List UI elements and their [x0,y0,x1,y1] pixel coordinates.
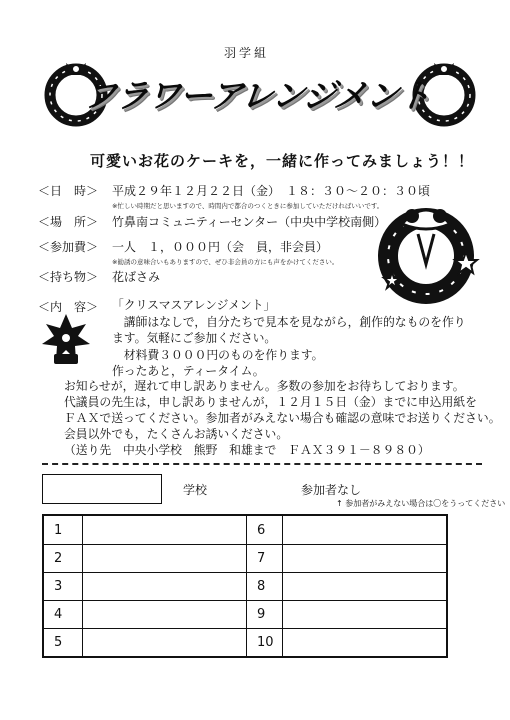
participant-row[interactable] [247,601,446,629]
group-label: 羽学組 [224,46,270,60]
participant-row[interactable] [44,573,247,601]
items-label: ＜持ち物＞ [38,270,99,284]
place-value: 竹鼻南コミュニティーセンター（中央中学校南側） [112,215,387,229]
no-participant-note: ↑ 参加者がみえない場合は〇をうってください [336,499,506,508]
date-label: ＜日 時＞ [38,184,99,198]
notice-line: 代議員の先生は，申し訳ありませんが，１２月１５日（金）までに申込用紙を [64,395,477,409]
row-number: 6 [257,522,266,538]
cut-line [42,463,482,465]
items-value: 花ばさみ [112,270,161,284]
row-number: 8 [257,579,266,594]
participant-row[interactable] [247,629,446,656]
row-number: 9 [257,607,266,622]
headline: 可愛いお花のケーキを，一緒に作ってみましょう！！ [90,152,475,170]
notice-line: ＦＡＸで送ってください。参加者がみえない場合も確認の意味でお送りください。 [64,411,501,425]
participant-row[interactable] [247,545,446,573]
notice-text [64,378,501,458]
row-number: 1 [54,522,63,538]
row-number: 5 [54,635,63,650]
fee-note: ※勧誘の意味合いもありますので、ぜひ非会員の方にも声をかけてください。 [112,258,339,266]
row-number: 2 [54,551,63,566]
date-note: ※忙しい時期だと思いますので、時間内で都合のつくときに参加していただければいいです。 [112,202,384,210]
christmas-wreath-icon [362,194,490,306]
content-line: 材料費３０００円のものを作ります。 [112,347,324,362]
page-title: フラワーアレンジメント [81,75,433,115]
no-participant-label: 参加者なし [301,483,362,497]
number-column-divider [82,516,83,656]
participant-row[interactable] [44,516,247,545]
participant-row[interactable] [44,545,247,573]
notice-line: お知らせが，遅れて申し訳ありません。多数の参加をお待ちしております。 [64,379,465,393]
school-name-field[interactable] [42,474,162,504]
number-column-divider [282,516,283,656]
notice-line: （送り先 中央小学校 熊野 和雄まで ＦＡＸ３９１－８９８０） [64,443,430,457]
participant-row[interactable] [44,601,247,629]
participant-row[interactable] [247,573,446,601]
content-text [112,297,487,380]
row-number: 3 [54,579,63,594]
participant-table [42,514,448,658]
participant-row[interactable] [247,516,446,545]
poinsettia-icon [40,310,92,366]
row-number: 10 [257,635,274,650]
row-number: 7 [257,551,266,566]
content-label: ＜内 容＞ [38,300,99,314]
fee-value: 一人 １，０００円（会 員，非会員） [112,240,329,254]
place-label: ＜場 所＞ [38,215,99,229]
date-value: 平成２９年１２月２２日（金） １８：３０～２０：３０頃 [112,184,431,198]
notice-line: 会員以外でも，たくさんお誘いください。 [64,427,289,441]
fee-label: ＜参加費＞ [38,240,99,254]
row-number: 4 [54,607,63,622]
school-label: 学校 [183,483,208,497]
participant-row[interactable] [44,629,247,656]
content-line: 「クリスマスアレンジメント」 [112,298,276,312]
content-line: 作ったあと，ティータイム。 [112,364,265,378]
content-line: ます。気軽にご参加ください。 [112,331,277,345]
content-line: 講師はなしで，自分たちで見本を見ながら，創作的なものを作り [112,314,466,329]
